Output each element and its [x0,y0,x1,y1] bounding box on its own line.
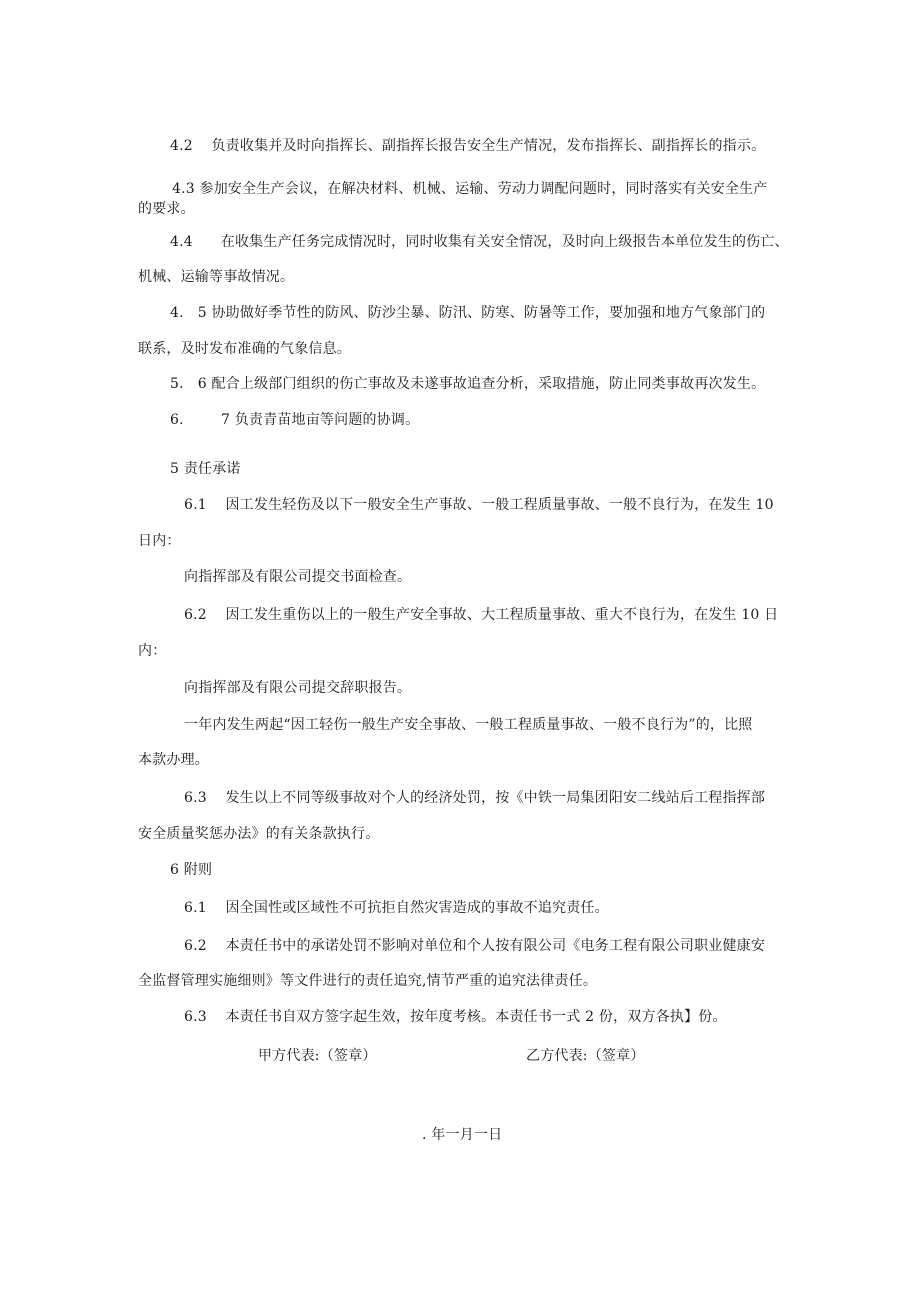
clause-4-3: 4.3 参加安全生产会议，在解决材料、机械、运输、劳动力调配问题时，同时落实有关安全生产 [172,181,768,197]
clause-6-3-cont: 安全质量奖惩办法》的有关条款执行。 [138,826,380,842]
clause-6-2-cont: 内： [138,643,167,659]
clause-6-2-action: 向指挥部及有限公司提交辞职报告。 [184,680,412,696]
clause-4-5-cont: 联系，及时发布准确的气象信息。 [138,341,351,357]
party-a-signature: 甲方代表:（签章） [258,1048,377,1064]
appendix-6-3: 6.3 本责任书自双方签字起生效，按年度考核。本责任书一式 2 份，双方各执】份。 [184,1009,727,1025]
clause-4-3-cont: 的要求。 [138,201,195,217]
appendix-6-1: 6.1 因全国性或区域性不可抗拒自然灾害造成的事故不追究责任。 [184,900,609,916]
clause-6-1: 6.1 因工发生轻伤及以下一般安全生产事故、一般工程质量事故、一般不良行为，在发生 10 [184,497,774,513]
clause-6-3: 6.3 发生以上不同等级事故对个人的经济处罚，按《中铁一局集团阳安二线站后工程指挥部 [184,790,766,806]
clause-4-6: 5. 6 配合上级部门组织的伤亡事故及未遂事故追查分析，采取措施，防止同类事故再次发生。 [170,376,766,392]
clause-4-2: 4.2 负责收集并及时向指挥长、副指挥长报告安全生产情况，发布指挥长、副指挥长的指示。 [170,138,766,154]
party-b-signature: 乙方代表:（签章） [526,1048,645,1064]
clause-4-5: 4. 5 协助做好季节性的防风、防沙尘暴、防汛、防寒、防暑等工作，要加强和地方气象部门的 [170,305,766,321]
clause-4-4-cont: 机械、运输等事故情况。 [138,269,295,285]
repeat-incident-clause: 一年内发生两起“因工轻伤一般生产安全事故、一般工程质量事故、一般不良行为”的，比照 [184,717,753,733]
clause-6-1-action: 向指挥部及有限公司提交书面检查。 [184,569,412,585]
clause-4-7: 6. 7 负责青苗地亩等问题的协调。 [170,412,420,428]
date-line: . 年一月一日 [422,1127,503,1143]
repeat-incident-clause-cont: 本款办理。 [138,752,209,768]
appendix-6-2: 6.2 本责任书中的承诺处罚不影响对单位和个人按有限公司《电务工程有限公司职业健康安 [184,938,766,954]
section-heading-appendix: 6 附则 [170,862,213,878]
clause-6-2: 6.2 因工发生重伤以上的一般生产安全事故、大工程质量事故、重大不良行为，在发生 10 日 [184,607,779,623]
appendix-6-2-cont: 全监督管理实施细则》等文件进行的责任追究,情节严重的追究法律责任。 [138,973,598,989]
clause-6-1-cont: 日内： [138,533,181,549]
clause-4-4: 4.4 在收集生产任务完成情况时，同时收集有关安全情况，及时向上级报告本单位发生的伤亡、 [170,234,789,250]
section-heading-responsibility: 5 责任承诺 [170,461,241,477]
